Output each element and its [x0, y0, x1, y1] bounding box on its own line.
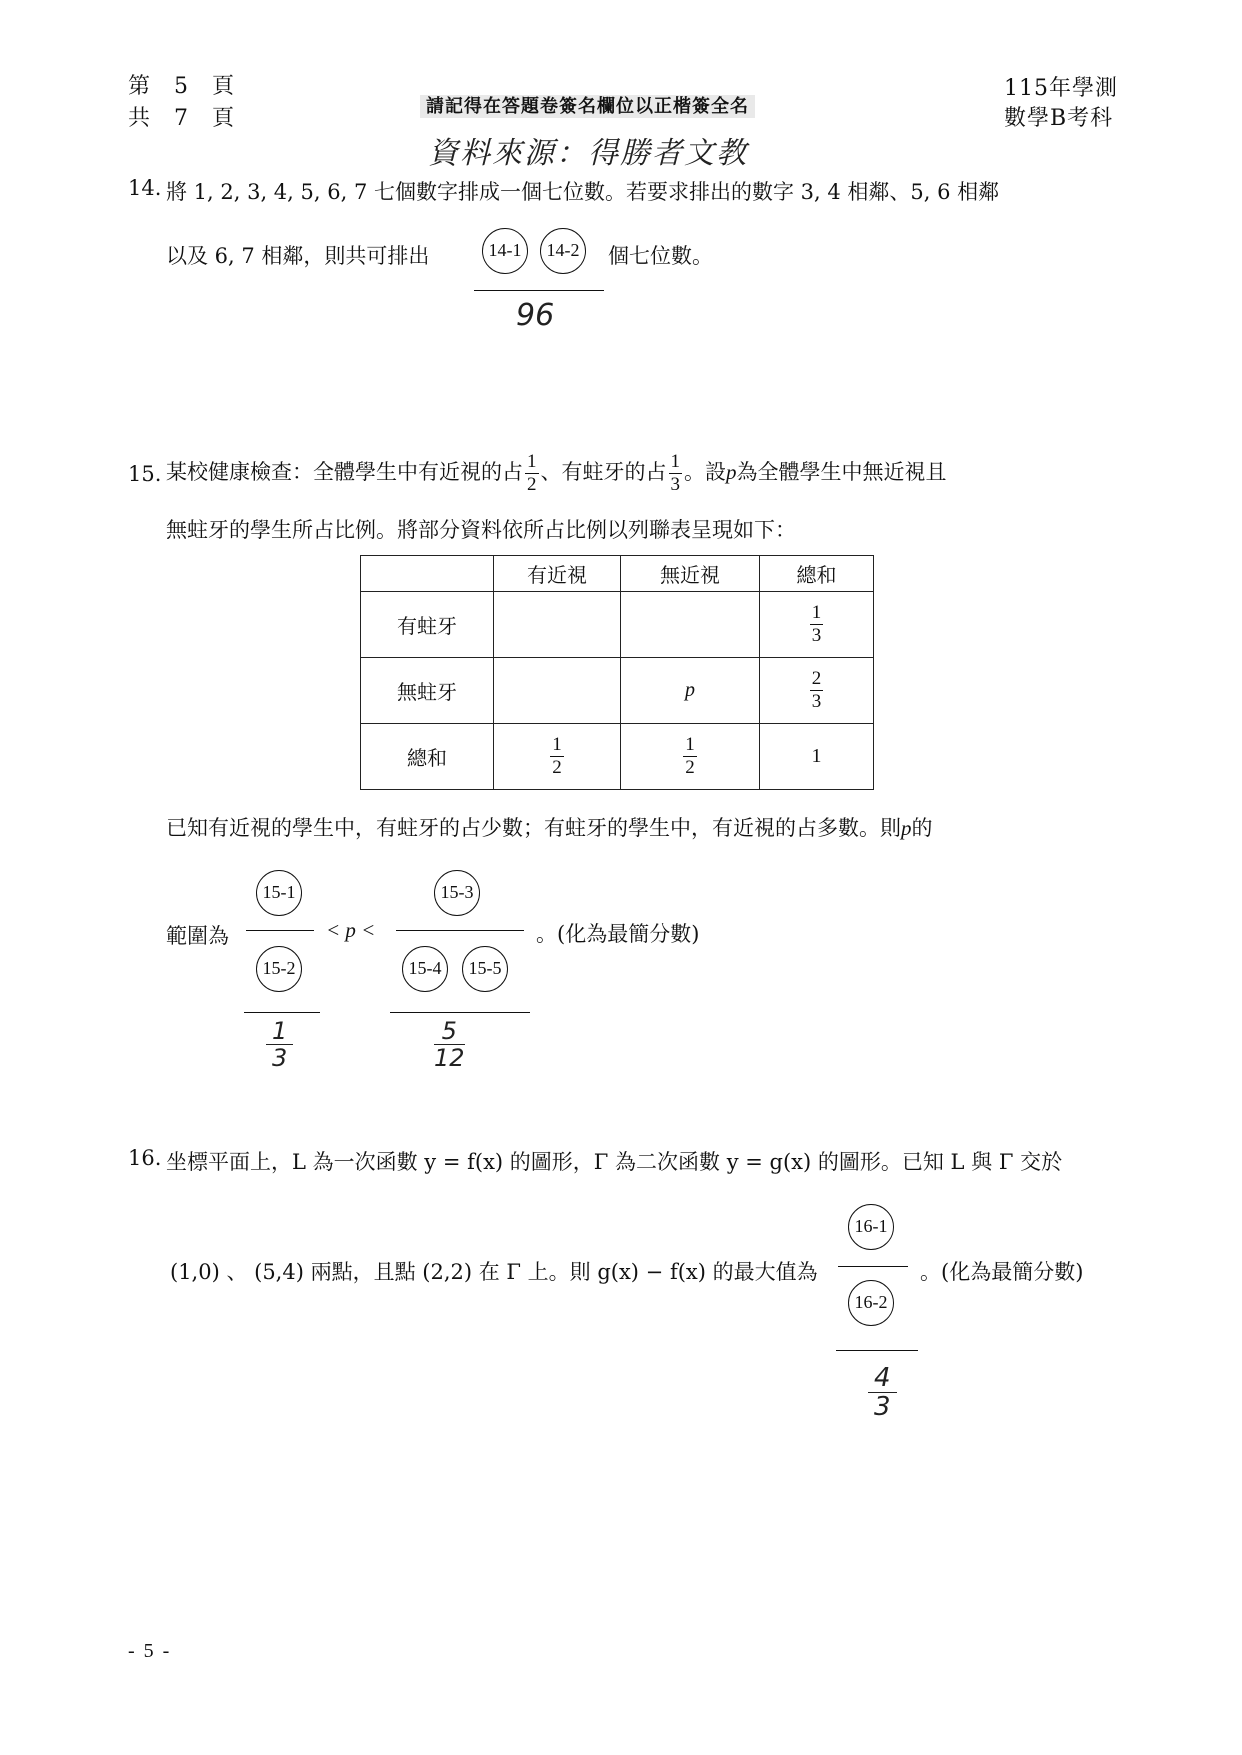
- exam-subject: 數學B考科: [1004, 106, 1114, 131]
- q15-line2: 無蛀牙的學生所占比例。將部分資料依所占比例以列聯表呈現如下：: [166, 518, 796, 542]
- cell-total-no-myopia-den: 2: [685, 757, 695, 778]
- cell-total-no-myopia-num: 1: [685, 734, 695, 755]
- table-corner: [361, 556, 494, 592]
- q15-line3-var-p: p: [901, 816, 912, 840]
- cell-no-caries-no-myopia: p: [621, 658, 760, 724]
- cell-grand-total: 1: [760, 724, 874, 790]
- cell-total-myopia-den: 2: [552, 757, 562, 778]
- q16-number: 16.: [128, 1146, 162, 1170]
- q16-answer-line: [836, 1350, 918, 1351]
- cell-total-myopia: [494, 724, 621, 790]
- cell-caries-no-myopia: [621, 592, 760, 658]
- answer-box-15-2[interactable]: 15-2: [256, 946, 302, 992]
- q15-frac-half-num: 1: [527, 451, 537, 472]
- q15-line1-c: 。設: [684, 460, 726, 484]
- q14-answer-line: [474, 290, 604, 291]
- cell-total-no-myopia: [621, 724, 760, 790]
- cell-no-caries-total-num: 2: [811, 668, 822, 689]
- cell-no-caries-myopia: [494, 658, 621, 724]
- col-header-myopia: 有近視: [494, 556, 621, 592]
- q15-left-answer-line: [244, 1012, 320, 1013]
- answer-box-15-3[interactable]: 15-3: [434, 870, 480, 916]
- q15-answer-left-den: 3: [272, 1044, 288, 1072]
- q16-answer-den: 3: [874, 1392, 891, 1422]
- q16-fraction-bar: [838, 1266, 908, 1267]
- answer-box-15-4[interactable]: 15-4: [402, 946, 448, 992]
- contingency-table: [360, 555, 874, 790]
- q15-inequality: < p <: [326, 918, 376, 942]
- q15-left-fraction-bar: [246, 930, 314, 931]
- q15-answer-left-num: 1: [266, 1018, 293, 1045]
- q15-frac-half: [525, 452, 539, 495]
- q15-line3-b: 的: [911, 816, 933, 840]
- row-label-caries: 有蛀牙: [361, 592, 494, 658]
- total-pages: 共 7 頁: [128, 106, 235, 131]
- q16-answer: [868, 1364, 897, 1421]
- q14-answer: 96: [516, 298, 555, 333]
- q14-line1: 將 1, 2, 3, 4, 5, 6, 7 七個數字排成一個七位數。若要求排出的數字 3, 4 相鄰、5, 6 相鄰: [166, 180, 1000, 204]
- answer-box-14-1[interactable]: 14-1: [482, 228, 528, 274]
- cell-caries-total-den: 3: [811, 625, 822, 646]
- q16-answer-num: 4: [868, 1364, 897, 1393]
- signature-reminder: [420, 92, 755, 118]
- cell-caries-total: [760, 592, 874, 658]
- answer-box-15-1[interactable]: 15-1: [256, 870, 302, 916]
- answer-box-16-1[interactable]: 16-1: [848, 1204, 894, 1250]
- signature-reminder-text: 請記得在答題卷簽名欄位以正楷簽全名: [420, 95, 755, 118]
- q14-number: 14.: [128, 176, 162, 200]
- q15-line3: [166, 812, 933, 842]
- col-header-no-myopia: 無近視: [621, 556, 760, 592]
- q15-answer-right: [434, 1018, 465, 1071]
- q15-frac-half-den: 2: [527, 474, 537, 495]
- q15-line3-a: 已知有近視的學生中，有蛀牙的占少數；有蛀牙的學生中，有近視的占多數。則: [166, 816, 901, 840]
- answer-box-15-5[interactable]: 15-5: [462, 946, 508, 992]
- q15-answer-right-den: 12: [434, 1044, 465, 1072]
- answer-box-16-2[interactable]: 16-2: [848, 1280, 894, 1326]
- cell-no-caries-total-den: 3: [811, 691, 822, 712]
- row-label-no-caries: 無蛀牙: [361, 658, 494, 724]
- q15-answer-left: [266, 1018, 293, 1071]
- q15-frac-third: [669, 452, 683, 495]
- q16-note: 。(化為最簡分數): [920, 1260, 1084, 1284]
- q15-range-label: 範圍為: [166, 924, 229, 948]
- q15-var-p: p: [726, 460, 737, 484]
- row-label-total: 總和: [361, 724, 494, 790]
- answer-box-14-2[interactable]: 14-2: [540, 228, 586, 274]
- q15-number: 15.: [128, 462, 162, 486]
- source-handwritten: 資料來源：得勝者文教: [428, 136, 748, 171]
- cell-caries-total-num: 1: [811, 602, 822, 623]
- q16-line2: (1,0) 、 (5,4) 兩點，且點 (2,2) 在 Γ 上。則 g(x) − f(x) 的最大值為: [170, 1260, 818, 1284]
- q14-line2-suffix: 個七位數。: [608, 244, 713, 268]
- q15-right-fraction-bar: [396, 930, 524, 931]
- q15-line1-a: 某校健康檢查：全體學生中有近視的占: [166, 460, 523, 484]
- q15-line1-b: 、有蛀牙的占: [540, 460, 667, 484]
- q15-answer-right-num: 5: [434, 1018, 465, 1045]
- page-indicator: 第 5 頁: [128, 74, 235, 99]
- page-number: - 5 -: [128, 1640, 172, 1662]
- q15-frac-third-den: 3: [670, 474, 680, 495]
- q15-line1-d: 為全體學生中無近視且: [736, 460, 947, 484]
- col-header-total: 總和: [760, 556, 874, 592]
- cell-no-caries-total: [760, 658, 874, 724]
- q15-frac-third-num: 1: [670, 451, 680, 472]
- q16-line1: 坐標平面上，L 為一次函數 y = f(x) 的圖形，Γ 為二次函數 y = g(x) 的圖形。已知 L 與 Γ 交於: [166, 1150, 1063, 1174]
- cell-caries-myopia: [494, 592, 621, 658]
- q15-note: 。(化為最簡分數): [536, 922, 700, 946]
- cell-total-myopia-num: 1: [552, 734, 562, 755]
- q15-line1: [166, 446, 947, 498]
- q15-right-answer-line: [390, 1012, 530, 1013]
- q14-line2-prefix: 以及 6, 7 相鄰，則共可排出: [166, 244, 430, 268]
- exam-title: 115年學測: [1004, 76, 1118, 101]
